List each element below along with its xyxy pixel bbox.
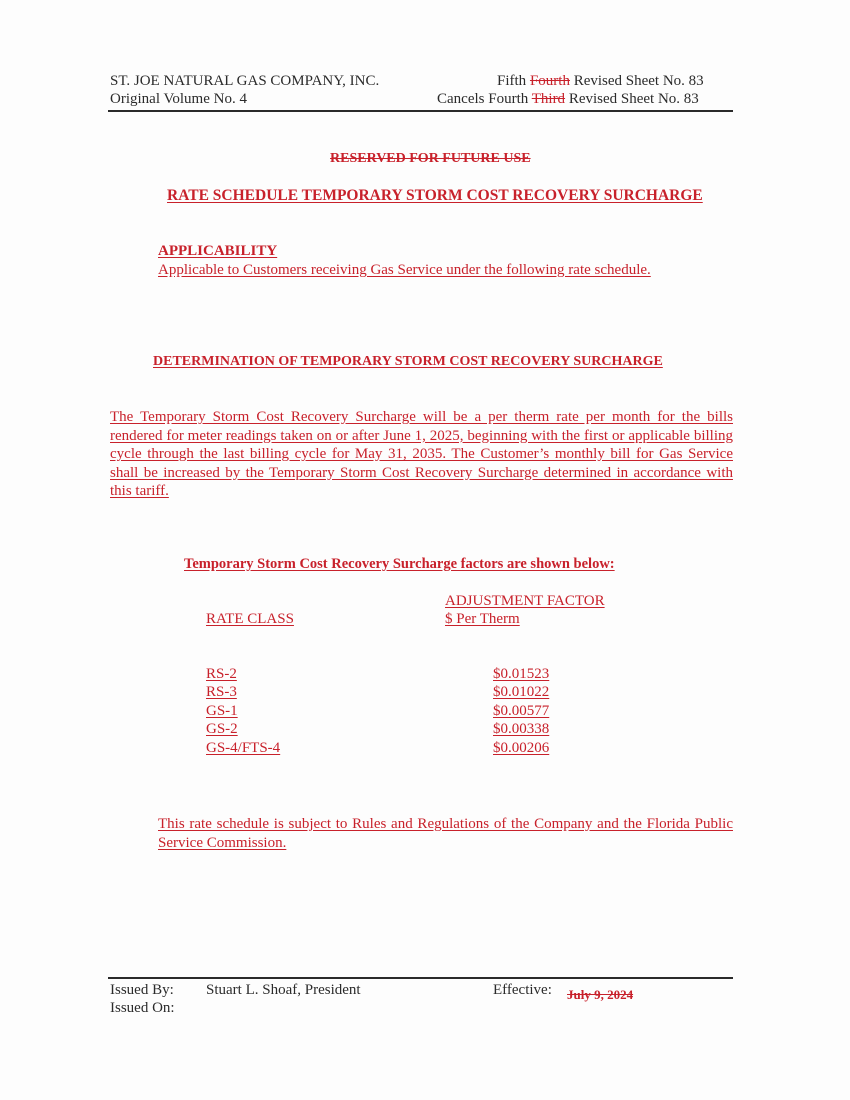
rate-class-cell: RS-3 [206, 684, 237, 700]
factor-cell: $0.00577 [493, 703, 550, 719]
header-rule [108, 110, 733, 112]
factor-cell: $0.00338 [493, 721, 550, 737]
applicability-heading: APPLICABILITY [158, 243, 278, 259]
sheet-suffix: Revised Sheet No. 83 [573, 73, 704, 89]
rate-class-cell: GS-1 [206, 703, 238, 719]
factor-cell: $0.00206 [493, 740, 550, 756]
factor-cell: $0.01022 [493, 684, 550, 700]
cancels-struck-ordinal: Third [531, 91, 566, 107]
issued-by-value: Stuart L. Shoaf, President [206, 982, 361, 998]
volume-label: Original Volume No. 4 [110, 91, 247, 107]
effective-date-struck: July 9, 2024 [567, 987, 634, 1002]
factors-heading: Temporary Storm Cost Recovery Surcharge factors are shown below: [184, 556, 615, 572]
sheet-struck-ordinal: Fourth [529, 73, 570, 89]
unit-header: $ Per Therm [445, 611, 520, 627]
footer-rule [108, 977, 733, 979]
cancels-prefix: Cancels Fourth [437, 91, 529, 107]
company-name: ST. JOE NATURAL GAS COMPANY, INC. [110, 73, 380, 89]
determination-paragraph [110, 408, 733, 501]
rate-class-cell: RS-2 [206, 666, 237, 682]
sheet-number [497, 73, 704, 90]
cancels-suffix: Revised Sheet No. 83 [568, 91, 699, 107]
issued-on-label: Issued On: [110, 1000, 175, 1016]
cancels-sheet [437, 91, 699, 108]
rate-class-header: RATE CLASS [206, 611, 294, 627]
closing-paragraph [158, 815, 733, 852]
sheet-new-ordinal: Fifth [497, 73, 527, 89]
determination-text: The Temporary Storm Cost Recovery Surcharge will be a per therm rate per month for the bills rendered for meter readings taken on or after June 1, 2025, beginning with the first or applicable billing cycle through the last billing cycle for May 31, 2035. The Customer’s monthly bill for Gas Service shall be increased by the Temporary Storm Cost Recovery Surcharge determined in accordance with this tariff. [110, 409, 733, 499]
adjustment-factor-header: ADJUSTMENT FACTOR [445, 593, 605, 609]
closing-text: This rate schedule is subject to Rules and Regulations of the Company and the Florida Public Service Commission. [158, 816, 733, 851]
effective-label: Effective: [493, 982, 552, 998]
rate-class-cell: GS-4/FTS-4 [206, 740, 281, 756]
determination-heading: DETERMINATION OF TEMPORARY STORM COST RECOVERY SURCHARGE [153, 354, 663, 369]
reserved-title: RESERVED FOR FUTURE USE [330, 151, 531, 166]
applicability-text: Applicable to Customers receiving Gas Service under the following rate schedule. [158, 262, 651, 278]
issued-by-label: Issued By: [110, 982, 174, 998]
factor-cell: $0.01523 [493, 666, 550, 682]
main-title: RATE SCHEDULE TEMPORARY STORM COST RECOVERY SURCHARGE [167, 187, 703, 204]
rate-class-cell: GS-2 [206, 721, 238, 737]
